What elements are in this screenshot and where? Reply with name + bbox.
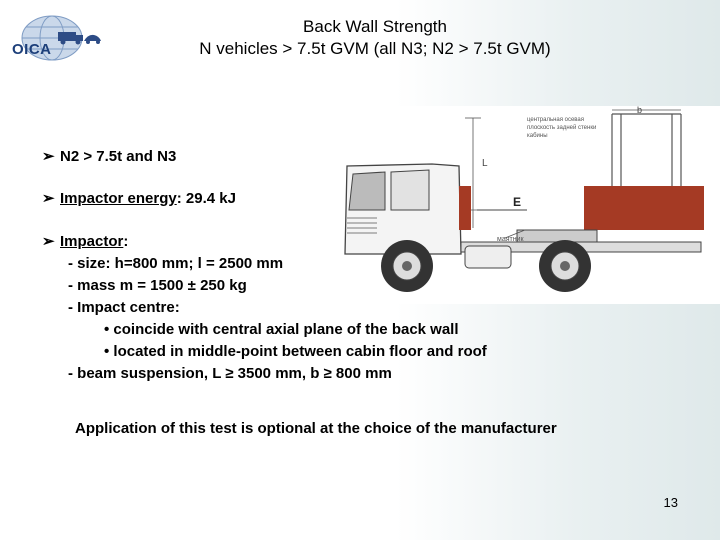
figure-caption-axial-plane xyxy=(527,116,596,140)
arrow-bullet-icon: ➢ xyxy=(42,190,55,207)
bullet-colon: : xyxy=(123,233,129,250)
detail-middle-point: • located in middle-point between cabin floor and roof xyxy=(104,343,487,360)
logo-text: OICA xyxy=(12,41,52,58)
arrow-bullet-icon: ➢ xyxy=(42,233,55,250)
caption-line-1: центральная осевая xyxy=(527,117,585,123)
arrow-bullet-icon: ➢ xyxy=(42,148,55,165)
oica-logo xyxy=(8,12,108,70)
bullet-label: Impactor xyxy=(60,233,124,250)
detail-beam-suspension: - beam suspension, L ≥ 3500 mm, b ≥ 800 mm xyxy=(68,365,392,382)
caption-line-2: плоскость задней стенки xyxy=(527,125,597,131)
figure-label-b: b xyxy=(637,105,643,115)
bullet-text: N2 > 7.5t and N3 xyxy=(60,148,177,165)
detail-size: - size: h=800 mm; l = 2500 mm xyxy=(68,255,284,272)
bullet-label: Impactor energy xyxy=(60,190,177,207)
impactor-block xyxy=(584,186,704,230)
figure-label-L: L xyxy=(482,158,488,169)
figure-label-E: E xyxy=(513,195,522,209)
title-line-2: N vehicles > 7.5t GVM (all N3; N2 > 7.5t GVM) xyxy=(199,39,551,58)
detail-impact-centre: - Impact centre: xyxy=(68,299,180,316)
bullet-value: : 29.4 kJ xyxy=(176,190,236,207)
page-number: 13 xyxy=(663,495,678,510)
figure-caption-pendulum: маятник xyxy=(497,236,524,243)
bullet-vehicle-category xyxy=(42,146,176,168)
bullet-impactor xyxy=(42,231,128,253)
optional-note: Application of this test is optional at the choice of the manufacturer xyxy=(75,420,557,437)
title-line-1: Back Wall Strength xyxy=(303,17,447,36)
bullet-impactor-energy xyxy=(42,188,236,210)
caption-line-3: кабины xyxy=(527,133,548,139)
slide-title xyxy=(150,16,600,60)
detail-central-plane: • coincide with central axial plane of the back wall xyxy=(104,321,459,338)
detail-mass: - mass m = 1500 ± 250 kg xyxy=(68,277,247,294)
truck-diagram xyxy=(337,106,720,304)
